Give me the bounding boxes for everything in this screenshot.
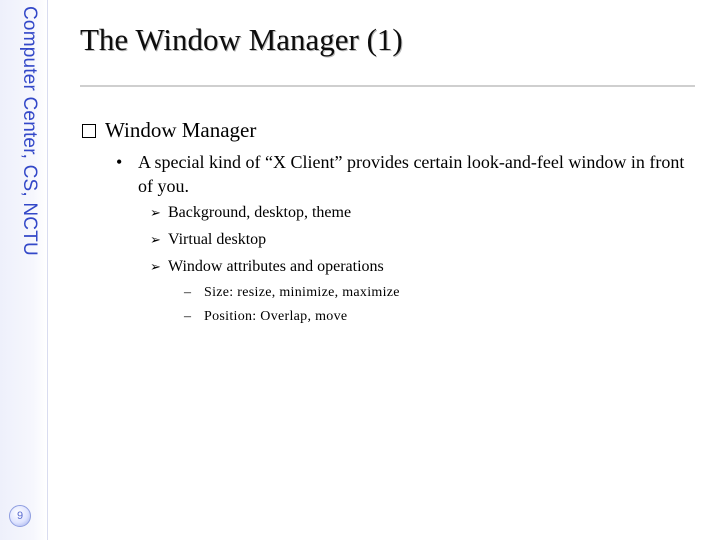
- page-number: 9: [16, 510, 24, 522]
- dash-bullet-icon: –: [184, 309, 192, 324]
- dash-bullet-icon: –: [184, 285, 192, 300]
- sidebar-org-label: Computer Center, CS, NCTU: [19, 6, 40, 256]
- sub-list-item: [184, 309, 347, 325]
- list-item-label: Window attributes and operations: [168, 258, 384, 275]
- checkbox-bullet-icon: [82, 124, 96, 138]
- sub-list-item: [184, 285, 400, 301]
- list-item-label: Background, desktop, theme: [168, 204, 352, 221]
- sidebar-divider: [47, 0, 48, 540]
- dot-bullet-icon: •: [116, 152, 123, 172]
- slide-title: The Window Manager (1): [80, 22, 403, 57]
- sidebar-org-label-container: [2, 6, 42, 296]
- list-item: [150, 204, 351, 222]
- list-item: [150, 231, 266, 249]
- arrow-bullet-icon: ➢: [150, 233, 161, 248]
- list-item: [150, 258, 384, 276]
- bullet-level1-label: Window Manager: [105, 118, 257, 142]
- bullet-level1: [82, 118, 256, 143]
- bullet-level2: [116, 150, 696, 198]
- list-item-label: Virtual desktop: [168, 231, 267, 248]
- sub-list-item-label: Size: resize, minimize, maximize: [204, 285, 400, 300]
- title-underline: [80, 85, 695, 87]
- arrow-bullet-icon: ➢: [150, 206, 161, 221]
- bullet-level2-text: A special kind of “X Client” provides certain look-and-feel window in front of you.: [138, 152, 685, 196]
- page-number-badge: [9, 505, 31, 527]
- sub-list-item-label: Position: Overlap, move: [204, 309, 348, 324]
- arrow-bullet-icon: ➢: [150, 260, 161, 275]
